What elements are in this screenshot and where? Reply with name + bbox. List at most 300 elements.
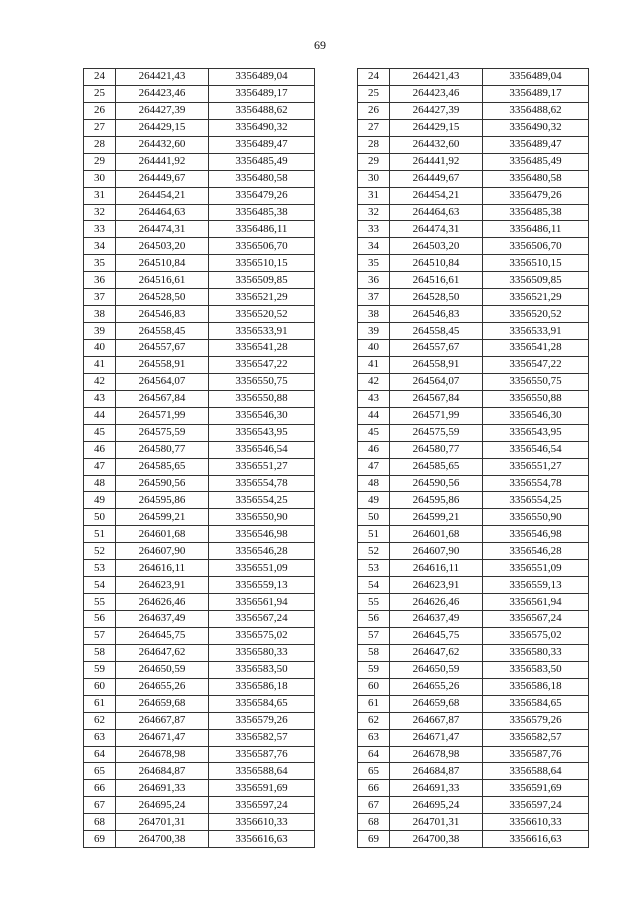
y-coordinate-cell: 3356547,22 (483, 356, 589, 373)
x-coordinate-cell: 264557,67 (390, 340, 483, 357)
x-coordinate-cell: 264595,86 (390, 492, 483, 509)
x-coordinate-cell: 264423,46 (390, 85, 483, 102)
x-coordinate-cell: 264510,84 (390, 255, 483, 272)
x-coordinate-cell: 264655,26 (116, 678, 209, 695)
table-row (84, 424, 315, 441)
point-number-cell: 38 (358, 306, 390, 323)
y-coordinate-cell: 3356554,78 (483, 475, 589, 492)
coordinates-table-right-body (358, 69, 589, 848)
table-row (84, 69, 315, 86)
x-coordinate-cell: 264528,50 (390, 289, 483, 306)
point-number-cell: 64 (84, 746, 116, 763)
x-coordinate-cell: 264503,20 (390, 238, 483, 255)
table-row (84, 763, 315, 780)
x-coordinate-cell: 264580,77 (116, 441, 209, 458)
y-coordinate-cell: 3356591,69 (209, 780, 315, 797)
point-number-cell: 38 (84, 306, 116, 323)
table-row (358, 187, 589, 204)
point-number-cell: 57 (84, 627, 116, 644)
x-coordinate-cell: 264516,61 (390, 272, 483, 289)
point-number-cell: 60 (358, 678, 390, 695)
x-coordinate-cell: 264429,15 (390, 119, 483, 136)
y-coordinate-cell: 3356561,94 (209, 594, 315, 611)
table-row (358, 69, 589, 86)
point-number-cell: 27 (84, 119, 116, 136)
table-row (358, 373, 589, 390)
x-coordinate-cell: 264516,61 (116, 272, 209, 289)
x-coordinate-cell: 264684,87 (390, 763, 483, 780)
point-number-cell: 31 (358, 187, 390, 204)
table-row (84, 695, 315, 712)
x-coordinate-cell: 264701,31 (390, 814, 483, 831)
table-row (84, 221, 315, 238)
point-number-cell: 59 (358, 661, 390, 678)
table-row (358, 543, 589, 560)
y-coordinate-cell: 3356520,52 (209, 306, 315, 323)
table-row (358, 85, 589, 102)
point-number-cell: 47 (84, 458, 116, 475)
y-coordinate-cell: 3356489,04 (483, 69, 589, 86)
x-coordinate-cell: 264626,46 (116, 594, 209, 611)
y-coordinate-cell: 3356489,47 (483, 136, 589, 153)
point-number-cell: 43 (358, 390, 390, 407)
y-coordinate-cell: 3356485,49 (483, 153, 589, 170)
table-row (84, 407, 315, 424)
x-coordinate-cell: 264564,07 (390, 373, 483, 390)
table-row (358, 526, 589, 543)
y-coordinate-cell: 3356588,64 (483, 763, 589, 780)
y-coordinate-cell: 3356479,26 (209, 187, 315, 204)
x-coordinate-cell: 264678,98 (390, 746, 483, 763)
y-coordinate-cell: 3356550,88 (209, 390, 315, 407)
y-coordinate-cell: 3356546,98 (483, 526, 589, 543)
x-coordinate-cell: 264564,07 (116, 373, 209, 390)
y-coordinate-cell: 3356485,38 (209, 204, 315, 221)
y-coordinate-cell: 3356559,13 (483, 577, 589, 594)
x-coordinate-cell: 264474,31 (390, 221, 483, 238)
y-coordinate-cell: 3356579,26 (483, 712, 589, 729)
y-coordinate-cell: 3356543,95 (483, 424, 589, 441)
x-coordinate-cell: 264432,60 (116, 136, 209, 153)
x-coordinate-cell: 264701,31 (116, 814, 209, 831)
table-row (84, 780, 315, 797)
point-number-cell: 56 (358, 611, 390, 628)
y-coordinate-cell: 3356506,70 (209, 238, 315, 255)
x-coordinate-cell: 264695,24 (116, 797, 209, 814)
x-coordinate-cell: 264637,49 (116, 611, 209, 628)
table-row (358, 407, 589, 424)
coordinates-table-left-body (84, 69, 315, 848)
point-number-cell: 58 (358, 644, 390, 661)
table-row (84, 458, 315, 475)
y-coordinate-cell: 3356551,27 (209, 458, 315, 475)
point-number-cell: 42 (358, 373, 390, 390)
y-coordinate-cell: 3356509,85 (209, 272, 315, 289)
y-coordinate-cell: 3356583,50 (483, 661, 589, 678)
table-row (358, 306, 589, 323)
x-coordinate-cell: 264655,26 (390, 678, 483, 695)
y-coordinate-cell: 3356550,88 (483, 390, 589, 407)
y-coordinate-cell: 3356520,52 (483, 306, 589, 323)
point-number-cell: 36 (358, 272, 390, 289)
coordinates-table-right (357, 68, 589, 848)
y-coordinate-cell: 3356546,30 (209, 407, 315, 424)
point-number-cell: 30 (358, 170, 390, 187)
table-row (358, 560, 589, 577)
point-number-cell: 25 (84, 85, 116, 102)
x-coordinate-cell: 264421,43 (390, 69, 483, 86)
y-coordinate-cell: 3356486,11 (209, 221, 315, 238)
point-number-cell: 53 (84, 560, 116, 577)
point-number-cell: 63 (84, 729, 116, 746)
table-row (84, 729, 315, 746)
table-row (84, 102, 315, 119)
y-coordinate-cell: 3356488,62 (483, 102, 589, 119)
y-coordinate-cell: 3356546,28 (483, 543, 589, 560)
point-number-cell: 35 (84, 255, 116, 272)
table-row (84, 441, 315, 458)
point-number-cell: 40 (358, 340, 390, 357)
point-number-cell: 27 (358, 119, 390, 136)
table-row (84, 204, 315, 221)
y-coordinate-cell: 3356480,58 (209, 170, 315, 187)
point-number-cell: 34 (358, 238, 390, 255)
y-coordinate-cell: 3356551,09 (209, 560, 315, 577)
y-coordinate-cell: 3356521,29 (209, 289, 315, 306)
x-coordinate-cell: 264558,45 (116, 323, 209, 340)
x-coordinate-cell: 264590,56 (390, 475, 483, 492)
y-coordinate-cell: 3356575,02 (209, 627, 315, 644)
y-coordinate-cell: 3356584,65 (209, 695, 315, 712)
table-row (358, 441, 589, 458)
point-number-cell: 44 (84, 407, 116, 424)
y-coordinate-cell: 3356586,18 (483, 678, 589, 695)
table-row (84, 797, 315, 814)
point-number-cell: 32 (358, 204, 390, 221)
table-row (84, 255, 315, 272)
y-coordinate-cell: 3356550,75 (209, 373, 315, 390)
point-number-cell: 46 (84, 441, 116, 458)
table-row (84, 323, 315, 340)
x-coordinate-cell: 264667,87 (116, 712, 209, 729)
x-coordinate-cell: 264599,21 (116, 509, 209, 526)
y-coordinate-cell: 3356580,33 (209, 644, 315, 661)
point-number-cell: 49 (358, 492, 390, 509)
y-coordinate-cell: 3356490,32 (209, 119, 315, 136)
table-row (358, 509, 589, 526)
point-number-cell: 67 (358, 797, 390, 814)
x-coordinate-cell: 264623,91 (390, 577, 483, 594)
table-row (358, 712, 589, 729)
table-row (358, 695, 589, 712)
table-row (358, 611, 589, 628)
table-row (358, 458, 589, 475)
y-coordinate-cell: 3356561,94 (483, 594, 589, 611)
y-coordinate-cell: 3356510,15 (483, 255, 589, 272)
point-number-cell: 46 (358, 441, 390, 458)
table-row (358, 323, 589, 340)
x-coordinate-cell: 264441,92 (390, 153, 483, 170)
table-row (84, 509, 315, 526)
table-row (84, 831, 315, 848)
x-coordinate-cell: 264429,15 (116, 119, 209, 136)
point-number-cell: 67 (84, 797, 116, 814)
y-coordinate-cell: 3356490,32 (483, 119, 589, 136)
y-coordinate-cell: 3356547,22 (209, 356, 315, 373)
table-row (84, 289, 315, 306)
point-number-cell: 40 (84, 340, 116, 357)
x-coordinate-cell: 264616,11 (390, 560, 483, 577)
table-row (84, 187, 315, 204)
x-coordinate-cell: 264557,67 (116, 340, 209, 357)
point-number-cell: 48 (358, 475, 390, 492)
table-row (84, 661, 315, 678)
point-number-cell: 69 (84, 831, 116, 848)
table-row (358, 238, 589, 255)
y-coordinate-cell: 3356582,57 (209, 729, 315, 746)
y-coordinate-cell: 3356580,33 (483, 644, 589, 661)
y-coordinate-cell: 3356546,28 (209, 543, 315, 560)
coordinates-table-left (83, 68, 315, 848)
y-coordinate-cell: 3356489,04 (209, 69, 315, 86)
point-number-cell: 39 (84, 323, 116, 340)
table-row (358, 475, 589, 492)
x-coordinate-cell: 264647,62 (116, 644, 209, 661)
y-coordinate-cell: 3356546,98 (209, 526, 315, 543)
y-coordinate-cell: 3356489,17 (483, 85, 589, 102)
x-coordinate-cell: 264590,56 (116, 475, 209, 492)
x-coordinate-cell: 264464,63 (116, 204, 209, 221)
table-row (358, 255, 589, 272)
x-coordinate-cell: 264650,59 (116, 661, 209, 678)
point-number-cell: 66 (358, 780, 390, 797)
x-coordinate-cell: 264659,68 (116, 695, 209, 712)
point-number-cell: 43 (84, 390, 116, 407)
x-coordinate-cell: 264421,43 (116, 69, 209, 86)
point-number-cell: 68 (84, 814, 116, 831)
x-coordinate-cell: 264580,77 (390, 441, 483, 458)
point-number-cell: 32 (84, 204, 116, 221)
x-coordinate-cell: 264700,38 (390, 831, 483, 848)
x-coordinate-cell: 264454,21 (116, 187, 209, 204)
y-coordinate-cell: 3356610,33 (209, 814, 315, 831)
point-number-cell: 63 (358, 729, 390, 746)
x-coordinate-cell: 264454,21 (390, 187, 483, 204)
x-coordinate-cell: 264503,20 (116, 238, 209, 255)
y-coordinate-cell: 3356489,47 (209, 136, 315, 153)
point-number-cell: 55 (358, 594, 390, 611)
table-row (358, 356, 589, 373)
point-number-cell: 51 (84, 526, 116, 543)
x-coordinate-cell: 264691,33 (116, 780, 209, 797)
x-coordinate-cell: 264585,65 (390, 458, 483, 475)
table-row (358, 136, 589, 153)
table-row (358, 340, 589, 357)
table-row (358, 170, 589, 187)
table-row (84, 644, 315, 661)
y-coordinate-cell: 3356551,27 (483, 458, 589, 475)
x-coordinate-cell: 264546,83 (116, 306, 209, 323)
table-row (84, 340, 315, 357)
point-number-cell: 31 (84, 187, 116, 204)
y-coordinate-cell: 3356597,24 (483, 797, 589, 814)
table-row (358, 119, 589, 136)
table-row (84, 627, 315, 644)
y-coordinate-cell: 3356579,26 (209, 712, 315, 729)
x-coordinate-cell: 264678,98 (116, 746, 209, 763)
table-row (84, 119, 315, 136)
table-row (84, 306, 315, 323)
table-row (84, 611, 315, 628)
y-coordinate-cell: 3356509,85 (483, 272, 589, 289)
y-coordinate-cell: 3356559,13 (209, 577, 315, 594)
table-row (358, 153, 589, 170)
point-number-cell: 55 (84, 594, 116, 611)
point-number-cell: 41 (84, 356, 116, 373)
y-coordinate-cell: 3356488,62 (209, 102, 315, 119)
x-coordinate-cell: 264558,91 (116, 356, 209, 373)
table-row (358, 102, 589, 119)
y-coordinate-cell: 3356610,33 (483, 814, 589, 831)
x-coordinate-cell: 264575,59 (116, 424, 209, 441)
y-coordinate-cell: 3356586,18 (209, 678, 315, 695)
y-coordinate-cell: 3356533,91 (483, 323, 589, 340)
y-coordinate-cell: 3356591,69 (483, 780, 589, 797)
table-row (358, 763, 589, 780)
point-number-cell: 24 (358, 69, 390, 86)
table-row (84, 543, 315, 560)
table-row (358, 780, 589, 797)
table-row (84, 594, 315, 611)
x-coordinate-cell: 264558,45 (390, 323, 483, 340)
x-coordinate-cell: 264528,50 (116, 289, 209, 306)
point-number-cell: 50 (358, 509, 390, 526)
table-row (358, 204, 589, 221)
table-row (84, 577, 315, 594)
point-number-cell: 37 (84, 289, 116, 306)
point-number-cell: 25 (358, 85, 390, 102)
x-coordinate-cell: 264510,84 (116, 255, 209, 272)
x-coordinate-cell: 264427,39 (390, 102, 483, 119)
point-number-cell: 61 (358, 695, 390, 712)
y-coordinate-cell: 3356616,63 (209, 831, 315, 848)
y-coordinate-cell: 3356587,76 (209, 746, 315, 763)
table-row (358, 577, 589, 594)
x-coordinate-cell: 264601,68 (390, 526, 483, 543)
x-coordinate-cell: 264671,47 (116, 729, 209, 746)
point-number-cell: 60 (84, 678, 116, 695)
y-coordinate-cell: 3356533,91 (209, 323, 315, 340)
point-number-cell: 69 (358, 831, 390, 848)
y-coordinate-cell: 3356582,57 (483, 729, 589, 746)
x-coordinate-cell: 264691,33 (390, 780, 483, 797)
table-row (358, 831, 589, 848)
x-coordinate-cell: 264599,21 (390, 509, 483, 526)
table-row (84, 136, 315, 153)
y-coordinate-cell: 3356551,09 (483, 560, 589, 577)
point-number-cell: 53 (358, 560, 390, 577)
x-coordinate-cell: 264449,67 (390, 170, 483, 187)
y-coordinate-cell: 3356489,17 (209, 85, 315, 102)
table-row (358, 746, 589, 763)
y-coordinate-cell: 3356541,28 (209, 340, 315, 357)
y-coordinate-cell: 3356588,64 (209, 763, 315, 780)
table-row (358, 594, 589, 611)
table-row (358, 729, 589, 746)
x-coordinate-cell: 264695,24 (390, 797, 483, 814)
y-coordinate-cell: 3356479,26 (483, 187, 589, 204)
point-number-cell: 45 (358, 424, 390, 441)
y-coordinate-cell: 3356567,24 (483, 611, 589, 628)
x-coordinate-cell: 264607,90 (116, 543, 209, 560)
x-coordinate-cell: 264595,86 (116, 492, 209, 509)
x-coordinate-cell: 264571,99 (116, 407, 209, 424)
x-coordinate-cell: 264601,68 (116, 526, 209, 543)
y-coordinate-cell: 3356616,63 (483, 831, 589, 848)
table-row (84, 238, 315, 255)
point-number-cell: 48 (84, 475, 116, 492)
table-row (358, 661, 589, 678)
point-number-cell: 28 (358, 136, 390, 153)
x-coordinate-cell: 264423,46 (116, 85, 209, 102)
point-number-cell: 36 (84, 272, 116, 289)
point-number-cell: 59 (84, 661, 116, 678)
y-coordinate-cell: 3356550,90 (483, 509, 589, 526)
y-coordinate-cell: 3356587,76 (483, 746, 589, 763)
y-coordinate-cell: 3356554,25 (209, 492, 315, 509)
table-row (358, 272, 589, 289)
point-number-cell: 65 (358, 763, 390, 780)
point-number-cell: 34 (84, 238, 116, 255)
point-number-cell: 41 (358, 356, 390, 373)
x-coordinate-cell: 264626,46 (390, 594, 483, 611)
table-row (84, 356, 315, 373)
page-number: 69 (314, 38, 326, 52)
y-coordinate-cell: 3356543,95 (209, 424, 315, 441)
table-row (358, 390, 589, 407)
point-number-cell: 24 (84, 69, 116, 86)
point-number-cell: 30 (84, 170, 116, 187)
table-row (84, 678, 315, 695)
table-row (84, 272, 315, 289)
x-coordinate-cell: 264474,31 (116, 221, 209, 238)
y-coordinate-cell: 3356485,38 (483, 204, 589, 221)
point-number-cell: 49 (84, 492, 116, 509)
table-row (358, 797, 589, 814)
x-coordinate-cell: 264623,91 (116, 577, 209, 594)
table-row (358, 678, 589, 695)
y-coordinate-cell: 3356485,49 (209, 153, 315, 170)
x-coordinate-cell: 264427,39 (116, 102, 209, 119)
point-number-cell: 29 (84, 153, 116, 170)
y-coordinate-cell: 3356510,15 (209, 255, 315, 272)
point-number-cell: 62 (358, 712, 390, 729)
x-coordinate-cell: 264558,91 (390, 356, 483, 373)
point-number-cell: 57 (358, 627, 390, 644)
x-coordinate-cell: 264659,68 (390, 695, 483, 712)
table-row (84, 492, 315, 509)
y-coordinate-cell: 3356584,65 (483, 695, 589, 712)
x-coordinate-cell: 264432,60 (390, 136, 483, 153)
table-row (84, 153, 315, 170)
y-coordinate-cell: 3356486,11 (483, 221, 589, 238)
y-coordinate-cell: 3356567,24 (209, 611, 315, 628)
table-row (358, 492, 589, 509)
point-number-cell: 28 (84, 136, 116, 153)
y-coordinate-cell: 3356597,24 (209, 797, 315, 814)
y-coordinate-cell: 3356554,78 (209, 475, 315, 492)
point-number-cell: 52 (358, 543, 390, 560)
